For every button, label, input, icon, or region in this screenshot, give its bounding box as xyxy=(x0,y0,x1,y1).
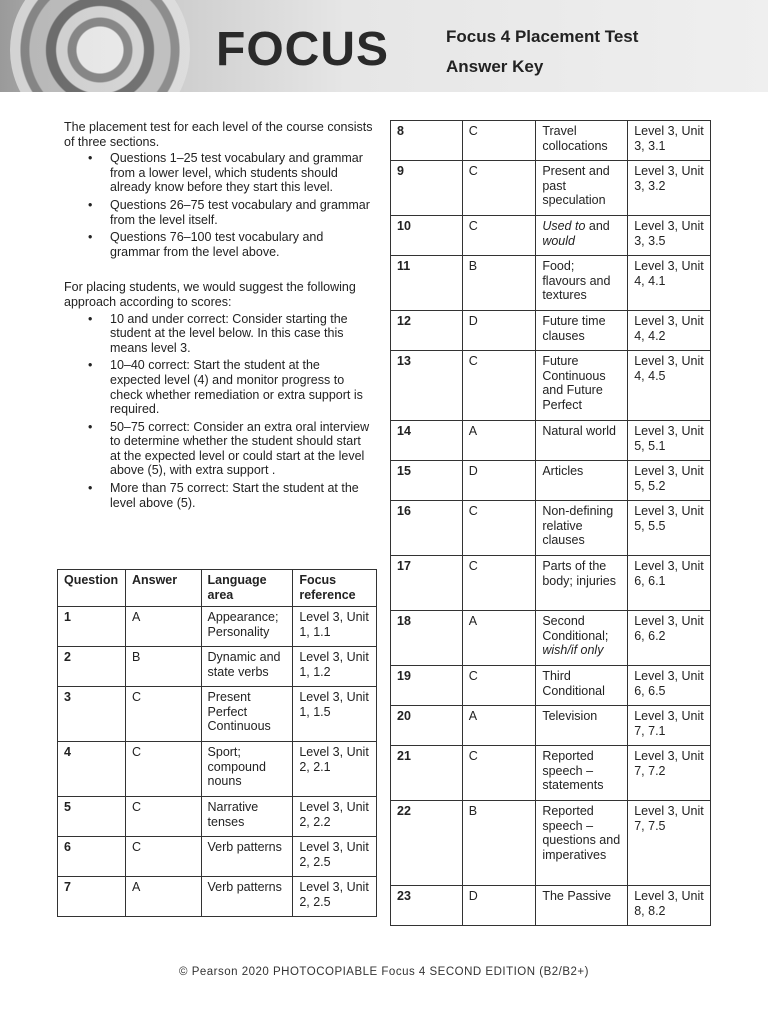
focus-reference: Level 3, Unit 3, 3.2 xyxy=(628,161,711,216)
language-area: Verb patterns xyxy=(201,837,293,877)
language-area: Future Continuous and Future Perfect xyxy=(536,351,628,421)
language-area-text: and xyxy=(585,219,614,233)
focus-reference: Level 3, Unit 4, 4.1 xyxy=(628,256,711,311)
answer-letter: A xyxy=(125,607,201,647)
sections-list xyxy=(64,151,374,259)
intro-text xyxy=(64,120,374,513)
language-area-italic: Used to xyxy=(542,219,586,233)
focus-reference: Level 3, Unit 4, 4.5 xyxy=(628,351,711,421)
table-row xyxy=(391,801,711,886)
answer-letter: C xyxy=(462,501,536,556)
language-area: Articles xyxy=(536,461,628,501)
question-number: 15 xyxy=(391,461,463,501)
list-item: • Questions 1–25 test vocabulary and grammar from a lower level, which students should already know before they start this level. xyxy=(110,151,374,195)
answer-letter: A xyxy=(462,706,536,746)
focus-reference: Level 3, Unit 5, 5.2 xyxy=(628,461,711,501)
focus-reference: Level 3, Unit 6, 6.1 xyxy=(628,556,711,611)
language-area: Future time clauses xyxy=(536,311,628,351)
language-area: Natural world xyxy=(536,421,628,461)
language-area-italic: wish/if only xyxy=(542,643,604,658)
language-area: Narrative tenses xyxy=(201,797,293,837)
header-question: Question xyxy=(58,570,126,607)
focus-reference: Level 3, Unit 4, 4.2 xyxy=(628,311,711,351)
table-row xyxy=(58,837,377,877)
focus-reference: Level 3, Unit 1, 1.1 xyxy=(293,607,377,647)
focus-reference: Level 3, Unit 1, 1.5 xyxy=(293,687,377,742)
answer-letter: D xyxy=(462,311,536,351)
answer-table-left xyxy=(57,569,377,917)
list-item: • 10 and under correct: Consider starting the student at the level below. In this case this means level 3. xyxy=(110,312,374,356)
table-row xyxy=(391,216,711,256)
table-row xyxy=(391,706,711,746)
table-row xyxy=(58,797,377,837)
answer-letter: C xyxy=(462,746,536,801)
language-area xyxy=(536,611,628,666)
language-area: Present and past speculation xyxy=(536,161,628,216)
table-row xyxy=(391,666,711,706)
answer-letter: D xyxy=(462,886,536,926)
answer-letter: A xyxy=(462,611,536,666)
answer-letter: C xyxy=(125,742,201,797)
table-row xyxy=(391,501,711,556)
language-area: Present Perfect Continuous xyxy=(201,687,293,742)
focus-logo: FOCUS xyxy=(216,23,389,76)
document-title xyxy=(446,22,638,82)
answer-letter: B xyxy=(462,256,536,311)
header-banner xyxy=(0,0,768,92)
language-area: Food; flavours and textures xyxy=(536,256,628,311)
answer-letter: C xyxy=(462,666,536,706)
question-number: 5 xyxy=(58,797,126,837)
focus-reference: Level 3, Unit 5, 5.1 xyxy=(628,421,711,461)
focus-reference: Level 3, Unit 6, 6.5 xyxy=(628,666,711,706)
focus-reference: Level 3, Unit 2, 2.1 xyxy=(293,742,377,797)
answer-letter: C xyxy=(125,687,201,742)
language-area: Sport; compound nouns xyxy=(201,742,293,797)
question-number: 3 xyxy=(58,687,126,742)
table-row xyxy=(391,161,711,216)
question-number: 16 xyxy=(391,501,463,556)
list-item: • Questions 76–100 test vocabulary and grammar from the level above. xyxy=(110,230,374,259)
question-number: 6 xyxy=(58,837,126,877)
list-item: • Questions 26–75 test vocabulary and grammar from the level itself. xyxy=(110,198,374,227)
language-area: Verb patterns xyxy=(201,877,293,917)
header-answer: Answer xyxy=(125,570,201,607)
table-row xyxy=(391,121,711,161)
list-item: • 10–40 correct: Start the student at the expected level (4) and monitor progress to check whether remediation or extra support is required. xyxy=(110,358,374,416)
table-row xyxy=(58,877,377,917)
list-item: • 50–75 correct: Consider an extra oral interview to determine whether the student should start at the expected level or could start at the level above (5), with extra support . xyxy=(110,420,374,478)
question-number: 8 xyxy=(391,121,463,161)
title-line-2: Answer Key xyxy=(446,57,544,76)
answer-letter: C xyxy=(125,797,201,837)
answer-letter: C xyxy=(462,556,536,611)
table-row xyxy=(58,742,377,797)
language-area: Television xyxy=(536,706,628,746)
page-footer: © Pearson 2020 PHOTOCOPIABLE Focus 4 SECOND EDITION (B2/B2+) xyxy=(179,966,589,978)
language-area-text: Second Conditional; xyxy=(542,614,609,643)
table-row xyxy=(391,461,711,501)
question-number: 14 xyxy=(391,421,463,461)
intro-paragraph-1: The placement test for each level of the course consists of three sections. xyxy=(64,120,373,149)
focus-reference: Level 3, Unit 2, 2.2 xyxy=(293,797,377,837)
question-number: 10 xyxy=(391,216,463,256)
question-number: 13 xyxy=(391,351,463,421)
language-area: Dynamic and state verbs xyxy=(201,647,293,687)
question-number: 17 xyxy=(391,556,463,611)
language-area: Parts of the body; injuries xyxy=(536,556,628,611)
table-row xyxy=(58,647,377,687)
question-number: 2 xyxy=(58,647,126,687)
question-number: 21 xyxy=(391,746,463,801)
answer-letter: C xyxy=(462,216,536,256)
table-header-row xyxy=(58,570,377,607)
question-number: 20 xyxy=(391,706,463,746)
question-number: 4 xyxy=(58,742,126,797)
answer-letter: C xyxy=(125,837,201,877)
table-row xyxy=(391,256,711,311)
intro-paragraph-2: For placing students, we would suggest the following approach according to scores: xyxy=(64,280,356,309)
question-number: 11 xyxy=(391,256,463,311)
focus-reference: Level 3, Unit 7, 7.1 xyxy=(628,706,711,746)
answer-letter: A xyxy=(125,877,201,917)
table-row xyxy=(391,556,711,611)
question-number: 22 xyxy=(391,801,463,886)
answer-table-right xyxy=(390,120,711,926)
table-row xyxy=(391,886,711,926)
scores-list xyxy=(64,312,374,511)
answer-letter: C xyxy=(462,121,536,161)
header-language-area: Language area xyxy=(201,570,293,607)
table-row xyxy=(391,351,711,421)
answer-letter: B xyxy=(125,647,201,687)
language-area: Reported speech – statements xyxy=(536,746,628,801)
question-number: 9 xyxy=(391,161,463,216)
focus-reference: Level 3, Unit 7, 7.5 xyxy=(628,801,711,886)
swirl-graphic xyxy=(10,0,190,92)
answer-letter: A xyxy=(462,421,536,461)
answer-letter: B xyxy=(462,801,536,886)
table-row xyxy=(58,687,377,742)
answer-letter: D xyxy=(462,461,536,501)
answer-letter: C xyxy=(462,351,536,421)
focus-reference: Level 3, Unit 8, 8.2 xyxy=(628,886,711,926)
list-item: • More than 75 correct: Start the student at the level above (5). xyxy=(110,481,374,510)
focus-reference: Level 3, Unit 6, 6.2 xyxy=(628,611,711,666)
question-number: 7 xyxy=(58,877,126,917)
focus-reference: Level 3, Unit 1, 1.2 xyxy=(293,647,377,687)
language-area: Appearance; Personality xyxy=(201,607,293,647)
focus-reference: Level 3, Unit 3, 3.5 xyxy=(628,216,711,256)
focus-reference: Level 3, Unit 2, 2.5 xyxy=(293,837,377,877)
table-row xyxy=(391,611,711,666)
language-area: The Passive xyxy=(536,886,628,926)
focus-reference: Level 3, Unit 2, 2.5 xyxy=(293,877,377,917)
language-area xyxy=(536,216,628,256)
table-row xyxy=(391,311,711,351)
table-row xyxy=(58,607,377,647)
table-row xyxy=(391,746,711,801)
language-area: Third Conditional xyxy=(536,666,628,706)
title-line-1: Focus 4 Placement Test xyxy=(446,27,639,46)
table-row xyxy=(391,421,711,461)
focus-reference: Level 3, Unit 7, 7.2 xyxy=(628,746,711,801)
question-number: 18 xyxy=(391,611,463,666)
header-focus-reference: Focus reference xyxy=(293,570,377,607)
focus-reference: Level 3, Unit 3, 3.1 xyxy=(628,121,711,161)
question-number: 23 xyxy=(391,886,463,926)
language-area: Reported speech – questions and imperatives xyxy=(536,801,628,886)
language-area: Travel collocations xyxy=(536,121,628,161)
question-number: 12 xyxy=(391,311,463,351)
question-number: 1 xyxy=(58,607,126,647)
question-number: 19 xyxy=(391,666,463,706)
language-area: Non-defining relative clauses xyxy=(536,501,628,556)
focus-reference: Level 3, Unit 5, 5.5 xyxy=(628,501,711,556)
answer-letter: C xyxy=(462,161,536,216)
language-area-italic: would xyxy=(542,233,575,248)
